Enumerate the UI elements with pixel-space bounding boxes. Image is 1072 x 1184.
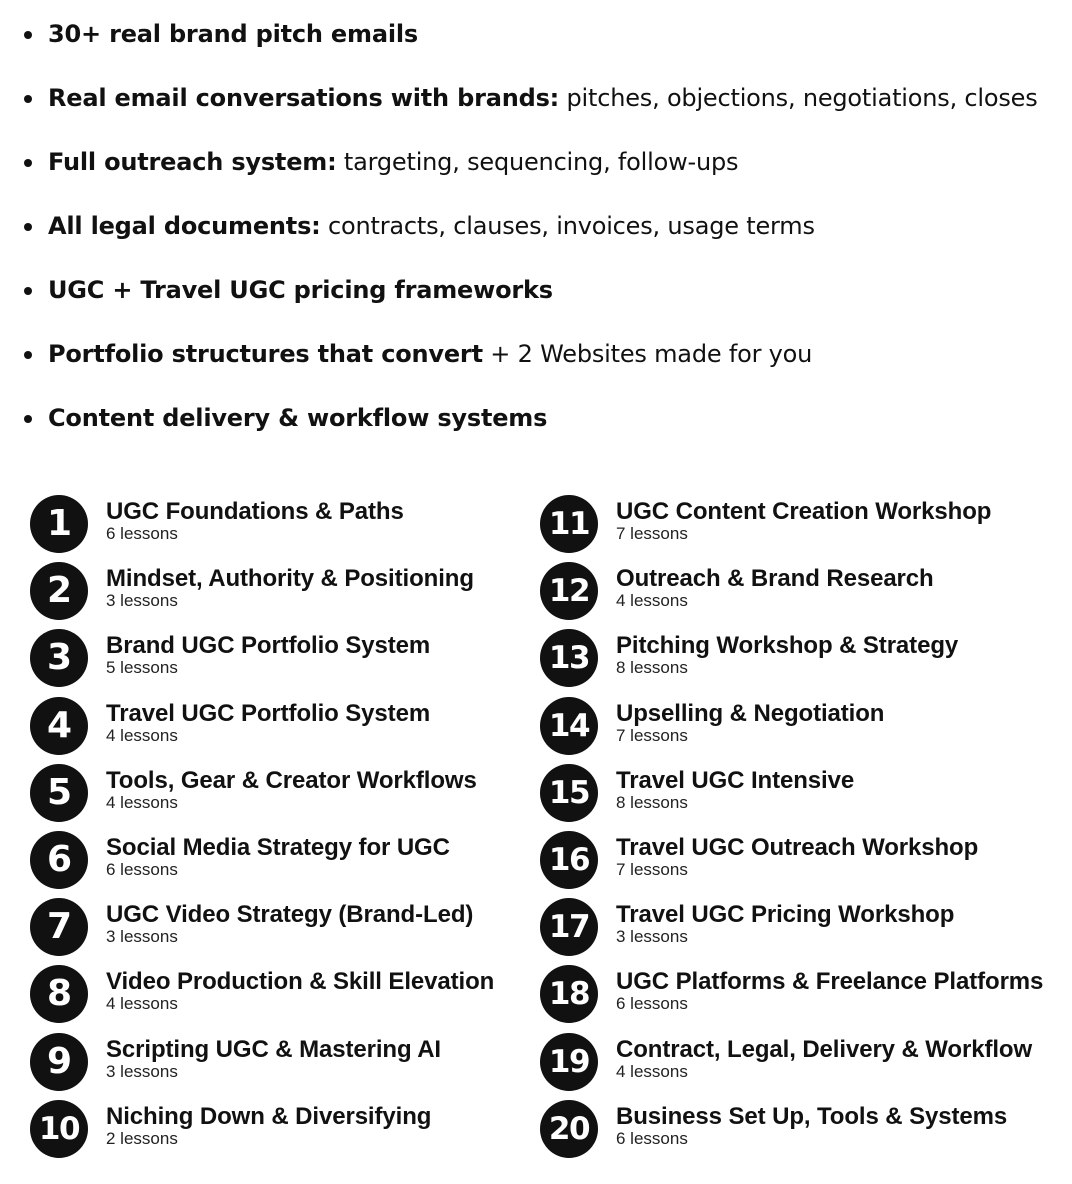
module-title: Outreach & Brand Research — [616, 565, 934, 593]
module-lesson-count: 2 lessons — [106, 1128, 178, 1148]
feature-item — [20, 78, 1060, 142]
feature-bold: Portfolio structures that convert — [48, 340, 483, 368]
module-item — [30, 560, 530, 627]
module-title: Upselling & Negotiation — [616, 699, 885, 727]
module-title: Niching Down & Diversifying — [106, 1102, 432, 1130]
module-title: Scripting UGC & Mastering AI — [106, 1035, 442, 1063]
module-title: Travel UGC Outreach Workshop — [616, 833, 979, 861]
module-title: UGC Content Creation Workshop — [616, 498, 992, 525]
module-lesson-count: 3 lessons — [106, 927, 178, 947]
feature-text — [48, 206, 815, 246]
module-lesson-count: 5 lessons — [106, 658, 178, 678]
module-title: Tools, Gear & Creator Workflows — [106, 766, 477, 794]
module-lesson-count: 3 lessons — [106, 1061, 178, 1081]
feature-bold: UGC + Travel UGC pricing frameworks — [48, 276, 553, 304]
module-number-badge: 20 — [540, 1100, 598, 1158]
module-item — [30, 896, 530, 963]
feature-bold: Real email conversations with brands: — [48, 84, 560, 112]
bullet-dot-icon — [24, 159, 32, 167]
feature-text — [48, 142, 738, 182]
feature-bold: Full outreach system: — [48, 148, 337, 176]
feature-rest: + 2 Websites made for you — [482, 340, 813, 368]
module-item — [30, 627, 530, 694]
module-title: UGC Foundations & Paths — [106, 498, 404, 525]
module-number-badge: 13 — [540, 629, 598, 687]
feature-bold: All legal documents: — [48, 212, 321, 240]
module-lesson-count: 6 lessons — [106, 859, 178, 879]
module-number-badge: 11 — [540, 495, 598, 553]
bullet-dot-icon — [24, 223, 32, 231]
module-title: Social Media Strategy for UGC — [106, 833, 450, 861]
module-lesson-count: 6 lessons — [106, 524, 178, 543]
feature-list — [20, 14, 1060, 462]
module-item — [540, 560, 1070, 627]
feature-item — [20, 398, 1060, 462]
module-grid — [0, 493, 1072, 1173]
feature-rest: pitches, objections, negotiations, closes — [559, 84, 1038, 112]
module-item — [540, 1031, 1070, 1098]
module-lesson-count: 4 lessons — [106, 994, 178, 1014]
module-number-badge: 6 — [30, 831, 88, 889]
feature-item — [20, 206, 1060, 270]
module-lesson-count: 4 lessons — [616, 1061, 688, 1081]
module-number-badge: 8 — [30, 965, 88, 1023]
module-number-badge: 5 — [30, 764, 88, 822]
bullet-dot-icon — [24, 351, 32, 359]
bullet-dot-icon — [24, 31, 32, 39]
module-column-right — [540, 493, 1070, 1165]
feature-bold: Content delivery & workflow systems — [48, 404, 548, 432]
module-lesson-count: 4 lessons — [616, 591, 688, 611]
module-number-badge: 14 — [540, 697, 598, 755]
feature-item — [20, 334, 1060, 398]
module-title: Brand UGC Portfolio System — [106, 632, 431, 660]
module-item — [30, 829, 530, 896]
module-item — [540, 627, 1070, 694]
module-title: Travel UGC Intensive — [616, 766, 855, 794]
module-number-badge: 15 — [540, 764, 598, 822]
module-item — [540, 493, 1070, 560]
feature-text — [48, 78, 1038, 118]
module-lesson-count: 4 lessons — [106, 792, 178, 812]
module-lesson-count: 8 lessons — [616, 658, 688, 678]
module-item — [540, 829, 1070, 896]
module-number-badge: 19 — [540, 1033, 598, 1091]
module-lesson-count: 7 lessons — [616, 859, 688, 879]
feature-rest: contracts, clauses, invoices, usage terms — [320, 212, 815, 240]
feature-text — [48, 270, 553, 310]
feature-text — [48, 14, 418, 54]
module-item — [540, 762, 1070, 829]
module-number-badge: 2 — [30, 562, 88, 620]
feature-bold: 30+ real brand pitch emails — [48, 20, 418, 48]
feature-item — [20, 142, 1060, 206]
module-title: Pitching Workshop & Strategy — [616, 632, 959, 660]
module-number-badge: 1 — [30, 495, 88, 553]
module-lesson-count: 4 lessons — [106, 725, 178, 745]
module-lesson-count: 8 lessons — [616, 792, 688, 812]
module-item — [540, 963, 1070, 1030]
module-lesson-count: 7 lessons — [616, 725, 688, 745]
module-lesson-count: 7 lessons — [616, 524, 688, 543]
module-number-badge: 9 — [30, 1033, 88, 1091]
feature-item — [20, 14, 1060, 78]
feature-item — [20, 270, 1060, 334]
module-lesson-count: 6 lessons — [616, 1128, 688, 1148]
module-item — [30, 963, 530, 1030]
feature-text — [48, 398, 547, 438]
module-item — [30, 762, 530, 829]
bullet-dot-icon — [24, 287, 32, 295]
module-item — [30, 1098, 530, 1165]
module-title: Travel UGC Portfolio System — [106, 699, 431, 727]
module-number-badge: 18 — [540, 965, 598, 1023]
module-number-badge: 4 — [30, 697, 88, 755]
module-item — [30, 695, 530, 762]
module-number-badge: 3 — [30, 629, 88, 687]
bullet-dot-icon — [24, 415, 32, 423]
module-column-left — [30, 493, 530, 1165]
module-title: UGC Video Strategy (Brand-Led) — [106, 901, 474, 929]
bullet-dot-icon — [24, 95, 32, 103]
module-lesson-count: 3 lessons — [106, 591, 178, 611]
module-title: Mindset, Authority & Positioning — [106, 565, 474, 593]
feature-rest: targeting, sequencing, follow-ups — [336, 148, 739, 176]
module-item — [540, 695, 1070, 762]
module-title: UGC Platforms & Freelance Platforms — [616, 968, 1044, 996]
module-lesson-count: 6 lessons — [616, 994, 688, 1014]
module-number-badge: 12 — [540, 562, 598, 620]
module-lesson-count: 3 lessons — [616, 927, 688, 947]
feature-text — [48, 334, 812, 374]
module-item — [30, 1031, 530, 1098]
module-number-badge: 7 — [30, 898, 88, 956]
module-item — [540, 896, 1070, 963]
module-number-badge: 16 — [540, 831, 598, 889]
module-number-badge: 10 — [30, 1100, 88, 1158]
module-title: Travel UGC Pricing Workshop — [616, 901, 955, 929]
module-title: Video Production & Skill Elevation — [106, 968, 495, 996]
module-title: Contract, Legal, Delivery & Workflow — [616, 1035, 1033, 1063]
module-number-badge: 17 — [540, 898, 598, 956]
module-item — [540, 1098, 1070, 1165]
module-item — [30, 493, 530, 560]
module-title: Business Set Up, Tools & Systems — [616, 1102, 1008, 1130]
